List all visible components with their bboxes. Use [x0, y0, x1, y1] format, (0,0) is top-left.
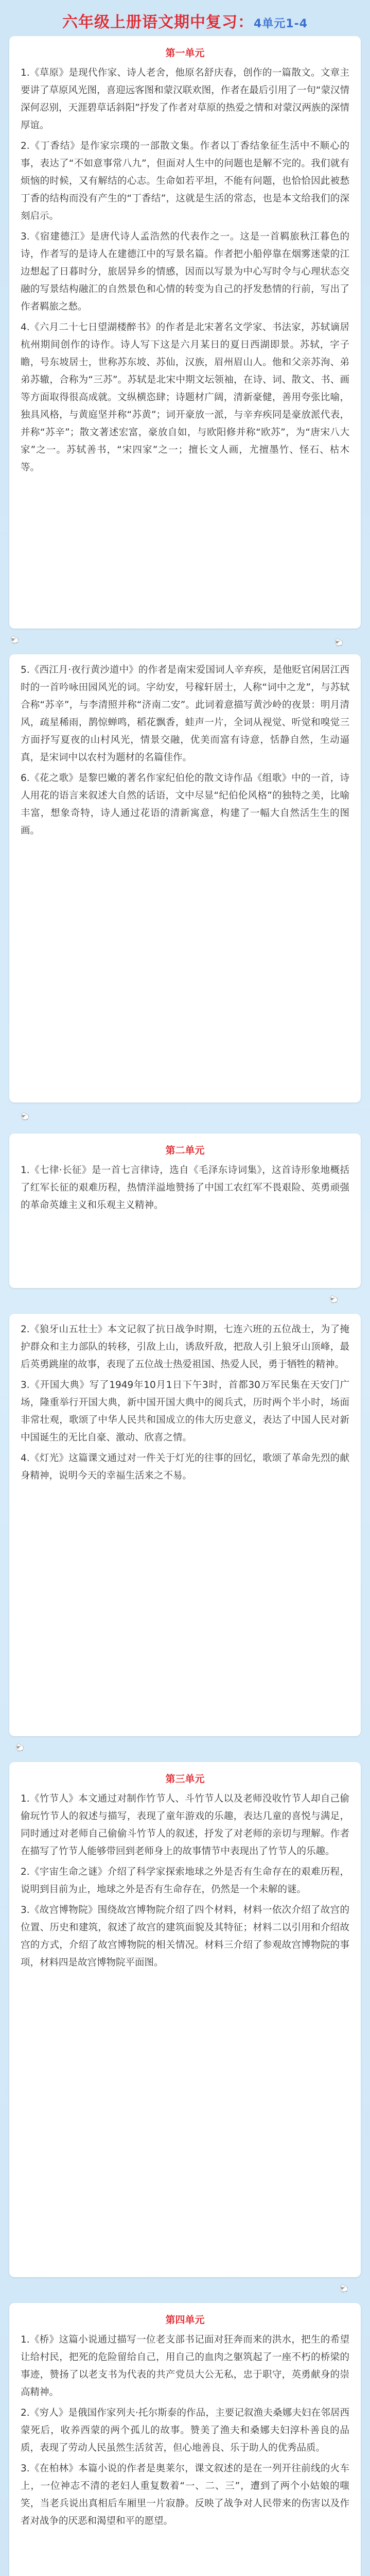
entry: 3.《开国大典》写了1949年10月1日下午3时，首都30万军民集在天安门广场，隆重举行开国大典，新中国开国大典中的阅兵式，历时两个半小时，场面非常壮观，歌颂了中华人民共和国成立的伟大历史意义，表达了中国人民对新中国诞生的无比自豪、激动、欣喜之情。	[21, 1380, 349, 1443]
unit-heading: 第二单元	[165, 1145, 205, 1156]
entry: 3.《在柏林》本篇小说的作者是奥莱尔，课文叙述的是在一列开往前线的火车上，一位神志不清的老妇人重复数着“一、二、三”，遭到了两个小姑娘的嗤笑，当老兵说出真相后车厢里一片寂静。反映了战争对人民带来的伤害以及作者对战争的厌恶和渴望和平的愿望。	[21, 2463, 349, 2527]
entry: 2.《狼牙山五壮士》本文记叙了抗日战争时期，七连六班的五位战士，为了掩护群众和主力部队的转移，引敌上山，诱敌歼敌，把敌人引上狼牙山顶峰，最后英勇跳崖的故事，表现了五位战士热爱祖国、热爱人民，勇于牺牲的精神。	[21, 1324, 349, 1370]
entry: 3.《宿建德江》是唐代诗人孟浩然的代表作之一。这是一首羁旅秋江暮色的诗，作者写的是诗人在建德江中的写景名篇。作者把小船停靠在烟雾迷蒙的江边想起了日暮时分，旅居异乡的情感，因而以写景为中心写时令与心理状态交融的写景结构融汇的自然景色和心情的转变为自己的抒发愁情的行前，写出了作者羁旅之愁。	[21, 231, 349, 312]
entry: 2.《宇宙生命之谜》介绍了科学家探索地球之外是否有生命存在的艰难历程，说明到目前为止，地球之外是否有生命存在，仍然是一个未解的谜。	[21, 1867, 349, 1895]
sheep-icon: 🐑	[334, 639, 344, 647]
unit-heading: 第四单元	[165, 2314, 205, 2326]
entry: 1.《桥》这篇小说通过描写一位老支部书记面对狂奔而来的洪水，把生的希望让给村民，把死的危险留给自己，用自己的血肉之躯筑起了一座不朽的桥梁的事迹，赞扬了以老支书为代表的共产党员大公无私，忠于职守，英勇献身的崇高精神。	[21, 2334, 349, 2398]
unit-heading: 第三单元	[165, 1773, 205, 1785]
entry: 1.《竹节人》本文通过对制作竹节人、斗竹节人以及老师没收竹节人却自己偷偷玩竹节人的叙述与描写，表现了童年游戏的乐趣，表达几童的喜悦与满足，同时通过对老师自己偷偷斗竹节人的叙述，抒发了对老师的亲切与理解。作者在描写了竹节人能够带回到老师身上的故事情节中表现出了竹节人的乐趣。	[21, 1793, 349, 1857]
sheep-icon: 🐑	[21, 1113, 30, 1121]
entry: 4.《六月二十七日望湖楼醉书》的作者是北宋著名文学家、书法家，苏轼谪居杭州期间创作的诗作。诗人写下这是六月某日的夏日西湖即景。苏轼，字子瞻，号东坡居士，世称苏东坡、苏仙，汉族，眉州眉山人。他和父亲苏洵、弟弟苏辙，合称为“三苏”。苏轼是北宋中期文坛领袖，在诗、词、散文、书、画等方面取得很高成就。文纵横恣肆；诗题材广阔，清新豪健，善用夸张比喻，独具风格，与黄庭坚并称“苏黄”；词开豪放一派，与辛弃疾同是豪放派代表，并称“苏辛”；散文著述宏富，豪放自如，与欧阳修并称“欧苏”，为“唐宋八大家”之一。苏轼善书，“宋四家”之一；擅长文人画，尤擅墨竹、怪石、枯木等。	[21, 322, 349, 473]
sheep-icon: 🐑	[340, 2285, 349, 2293]
unit-1-card	[9, 36, 361, 629]
entry: 4.《灯光》这篇课文通过对一件关于灯光的往事的回忆，歌颂了革命先烈的献身精神，说明今天的幸福生活来之不易。	[21, 1453, 349, 1481]
entry: 1.《草原》是现代作家、诗人老舍，他原名舒庆春，创作的一篇散文。文章主要讲了草原风光图，喜迎远客图和蒙汉联欢图，作者在最后引用了一句“蒙汉情深何忍别，天涯碧草话斜阳”抒发了作者对草原的热爱之情和对蒙汉两族的深情厚谊。	[21, 67, 349, 131]
unit-1-continued-card	[9, 654, 361, 1103]
entry: 2.《穷人》是俄国作家列夫·托尔斯泰的作品，主要记叙渔夫桑娜夫妇在邻居西蒙死后，收养西蒙的两个孤儿的故事。赞美了渔夫和桑娜夫妇淳朴善良的品质，表现了劳动人民虽然生活贫苦，但心地善良、乐于助人的优秀品质。	[21, 2408, 349, 2453]
entry: 5.《西江月·夜行黄沙道中》的作者是南宋爱国词人辛弃疾，是他贬官闲居江西时的一首吟咏田园风光的词。字幼安，号稼轩居士，人称“词中之龙”，与苏轼合称“苏辛”，与李清照并称“济南二安”。此词着意描写黄沙岭的夜景：明月清风，疏星稀雨，鹊惊蝉鸣，稻花飘香，蛙声一片，全词从视觉、听觉和嗅觉三方面抒写夏夜的山村风光，情景交融，优美而富有诗意，恬静自然，生动逼真，是宋词中以农村为题材的名篇佳作。	[21, 665, 349, 763]
unit-2-continued-card	[9, 1314, 361, 1736]
entry: 1.《七律·长征》是一首七言律诗，选自《毛泽东诗词集》，这首诗形象地概括了红军长征的艰难历程，热情洋溢地赞扬了中国工农红军不畏艰险、英勇顽强的革命英雄主义和乐观主义精神。	[21, 1165, 349, 1211]
unit-heading: 第一单元	[165, 47, 205, 59]
unit-3-card	[9, 1762, 361, 2277]
title-highlight: 4单元1-4	[253, 18, 308, 30]
title-text: 六年级上册语文期中复习：	[62, 13, 254, 31]
sheep-icon: 🐑	[329, 1296, 339, 1304]
sheep-icon: 🐑	[15, 1744, 25, 1752]
entry: 3.《故宫博物院》围绕故宫博物院介绍了四个材料，材料一依次介绍了故宫的位置、历史和建筑，叙述了故宫的建筑面貌及其特征；材料二以引用和介绍故宫的方式，介绍了故宫博物院的相关情况。材料三介绍了参观故宫博物院的事项，材料四是故宫博物院平面图。	[21, 1905, 349, 1968]
unit-4-card	[9, 2303, 361, 2576]
page-title	[0, 9, 370, 32]
unit-2-card	[9, 1133, 361, 1288]
entry: 6.《花之歌》是黎巴嫩的著名作家纪伯伦的散文诗作品《组歌》中的一首，诗人用花的语言来叙述大自然的话语，文中尽显“纪伯伦风格”的独特之美，比喻丰富，想象奇特，诗人通过花语的清新寓意，构建了一幅大自然活生生的图画。	[21, 773, 349, 836]
entry: 2.《丁香结》是作家宗璞的一部散文集。作者以丁香结象征生活中不顺心的事，表达了“不如意事常八九”，但面对人生中的问题也是解不完的。我们就有烦恼的时候，又有解结的心志。生命如若平坦，不能有问题，也恰恰因此被愁丁香的结构而没有产生的“丁香结”，这就是生活的常态，也是本文给我们的深刻启示。	[21, 141, 349, 222]
sheep-icon: 🐑	[10, 636, 20, 645]
